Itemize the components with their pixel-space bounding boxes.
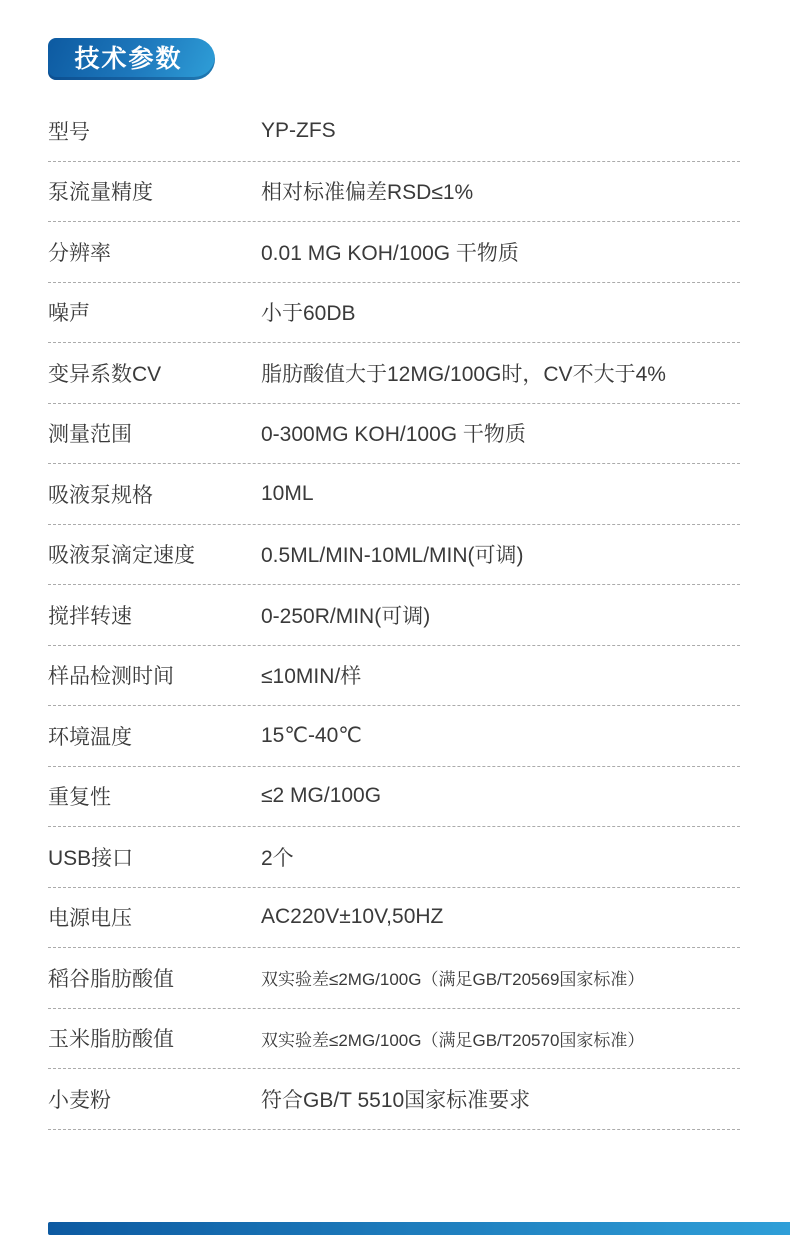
spec-label: 吸液泵规格 [48,483,153,507]
spec-label: 搅拌转速 [48,604,132,628]
spec-value: 脂肪酸值大于12MG/100G时，CV不大于4% [261,362,666,386]
spec-value: 相对标准偏差RSD≤1% [261,181,474,205]
spec-row [48,404,740,465]
spec-label: 稻谷脂肪酸值 [48,967,174,991]
spec-row [48,646,740,707]
spec-row [48,162,740,223]
spec-value: ≤10MIN/样 [261,665,362,689]
spec-value: 双实验差≤2MG/100G（满足GB/T20570国家标准） [261,1030,645,1050]
spec-label: 小麦粉 [48,1088,111,1112]
spec-row [48,888,740,949]
spec-label: 玉米脂肪酸值 [48,1028,174,1052]
spec-row [48,101,740,162]
spec-value: 0.01 MG KOH/100G 干物质 [261,241,519,265]
spec-label: 测量范围 [48,423,132,447]
spec-value: 15℃-40℃ [261,724,362,748]
spec-value: 小于60DB [261,302,356,326]
spec-table [48,101,740,1130]
spec-value: 0-300MG KOH/100G 干物质 [261,423,526,447]
spec-row [48,525,740,586]
spec-label: 环境温度 [48,725,132,749]
spec-label: 噪声 [48,302,90,326]
spec-label: 泵流量精度 [48,181,153,205]
bottom-accent-bar [48,1222,790,1235]
spec-value: 符合GB/T 5510国家标准要求 [261,1088,531,1112]
spec-value: 10ML [261,481,314,505]
spec-row [48,343,740,404]
spec-label: 分辨率 [48,241,111,265]
spec-label: 重复性 [48,786,111,810]
spec-label: 样品检测时间 [48,665,174,689]
spec-value: 双实验差≤2MG/100G（满足GB/T20569国家标准） [261,970,645,990]
spec-row [48,948,740,1009]
spec-label: USB接口 [48,846,134,870]
spec-row [48,706,740,767]
spec-value: 0.5ML/MIN-10ML/MIN(可调) [261,544,524,568]
section-title-badge: 技术参数 [48,38,215,80]
spec-row [48,464,740,525]
spec-row [48,585,740,646]
spec-value: AC220V±10V,50HZ [261,905,444,929]
spec-value: 2个 [261,846,294,870]
spec-row [48,767,740,828]
spec-value: YP-ZFS [261,118,336,142]
spec-row [48,222,740,283]
spec-value: 0-250R/MIN(可调) [261,604,431,628]
spec-label: 型号 [48,120,90,144]
spec-value: ≤2 MG/100G [261,784,382,808]
spec-label: 电源电压 [48,907,132,931]
spec-label: 变异系数CV [48,362,162,386]
spec-row [48,1009,740,1070]
spec-row [48,1069,740,1130]
spec-row [48,283,740,344]
spec-row [48,827,740,888]
spec-label: 吸液泵滴定速度 [48,544,195,568]
